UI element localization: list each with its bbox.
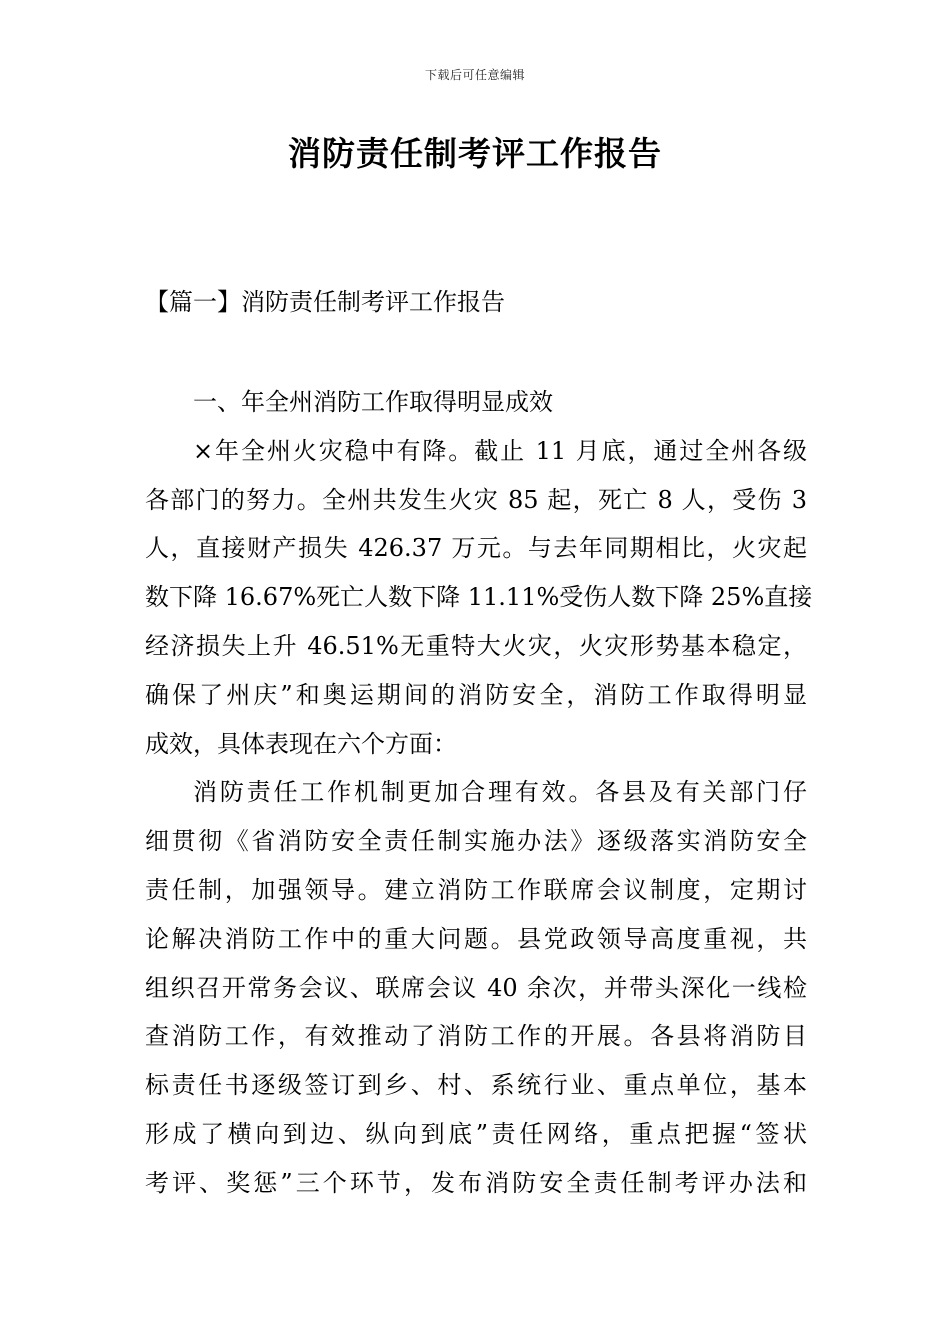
text-line: 责任制，加强领导。建立消防工作联席会议制度，定期讨 bbox=[145, 875, 807, 904]
text-line: 数下降 16.67%死亡人数下降 11.11%受伤人数下降 25%直接 bbox=[145, 583, 813, 612]
text-line: 标责任书逐级签订到乡、村、系统行业、重点单位，基本 bbox=[145, 1071, 807, 1100]
text-line: 论解决消防工作中的重大问题。县党政领导高度重视，共 bbox=[145, 924, 807, 953]
text-line: 组织召开常务会议、联席会议 40 余次，并带头深化一线检 bbox=[145, 973, 807, 1002]
text-line: 确保了州庆”和奥运期间的消防安全，消防工作取得明显 bbox=[145, 680, 807, 709]
paragraph-fire-statistics bbox=[145, 427, 813, 769]
text-line: 查消防工作，有效推动了消防工作的开展。各县将消防目 bbox=[145, 1022, 807, 1051]
text-line: 各部门的努力。全州共发生火灾 85 起，死亡 8 人，受伤 3 bbox=[145, 485, 807, 514]
document-title: 消防责任制考评工作报告 bbox=[288, 134, 662, 173]
document-body bbox=[145, 378, 813, 1208]
text-line: 细贯彻《省消防安全责任制实施办法》逐级落实消防安全 bbox=[145, 827, 807, 856]
text-line: 考评、奖惩”三个环节，发布消防安全责任制考评办法和 bbox=[145, 1168, 807, 1197]
text-line: 形成了横向到边、纵向到底”责任网络，重点把握“签状 bbox=[145, 1119, 807, 1148]
text-line: 消防责任工作机制更加合理有效。各县及有关部门仔 bbox=[193, 778, 807, 807]
section-heading bbox=[145, 378, 807, 427]
text-line: 经济损失上升 46.51%无重特大火灾，火灾形势基本稳定， bbox=[145, 631, 807, 660]
text-line: ×年全州火灾稳中有降。截止 11 月底，通过全州各级 bbox=[193, 436, 807, 465]
text-line: 一、年全州消防工作取得明显成效 bbox=[193, 388, 553, 416]
part-heading: 【篇一】消防责任制考评工作报告 bbox=[145, 288, 505, 316]
text-line: 人，直接财产损失 426.37 万元。与去年同期相比，火灾起 bbox=[145, 534, 807, 563]
text-line: 成效，具体表现在六个方面： bbox=[145, 729, 457, 758]
paragraph-responsibility-mechanism bbox=[145, 768, 807, 1207]
header-note: 下载后可任意编辑 bbox=[424, 68, 525, 82]
